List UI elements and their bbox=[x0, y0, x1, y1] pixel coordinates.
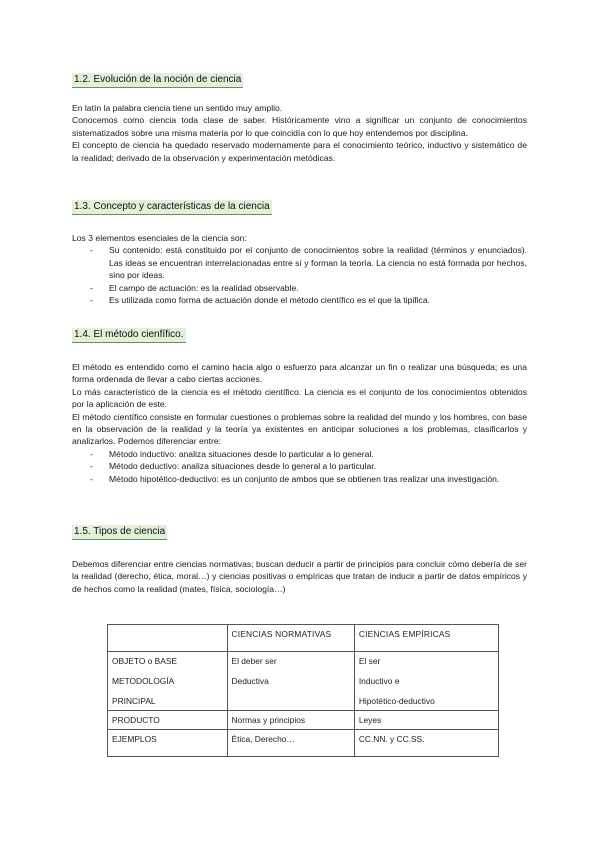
list-item: - Método inductivo: analiza situaciones desde lo particular a lo general. bbox=[72, 448, 527, 460]
table-cell bbox=[354, 652, 498, 711]
cell-line: METODOLOGÍA bbox=[112, 676, 175, 686]
table-row bbox=[108, 652, 499, 711]
section-body-1-4 bbox=[72, 361, 527, 485]
table-cell: Leyes bbox=[354, 711, 498, 730]
cell-line: OBJETO o BASE bbox=[112, 656, 178, 666]
paragraph: En latín la palabra ciencia tiene un sentido muy amplio. bbox=[72, 103, 283, 113]
comparison-table bbox=[107, 624, 499, 757]
table-cell: Normas y principios bbox=[227, 711, 354, 730]
table-cell: EJEMPLOS bbox=[108, 730, 228, 757]
list-item: - Su contenido: está constituido por el conjunto de conocimientos sobre la realidad (términos y enunciados). Las ideas se encuentran interrelacionadas entre sí y forman la teoría. La ciencia no está formada por hechos, sino por ideas. bbox=[72, 244, 527, 281]
list-item: - El campo de actuación: es la realidad observable. bbox=[72, 282, 527, 294]
table-header-cell: CIENCIAS NORMATIVAS bbox=[227, 625, 354, 652]
table-header-row bbox=[108, 625, 499, 652]
table-cell bbox=[108, 652, 228, 711]
cell-line: El ser bbox=[358, 656, 381, 666]
cell-line: PRINCIPAL bbox=[112, 696, 156, 706]
section-body-1-3 bbox=[72, 232, 527, 306]
paragraph: Lo más característico de la ciencia es el método científico. La ciencia es el conjunto de los conocimientos obtenidos por la aplicación de este. bbox=[72, 386, 527, 410]
list-item: - Método deductivo: analiza situaciones desde lo general a lo particular. bbox=[72, 460, 527, 472]
section-body-1-5 bbox=[72, 558, 527, 595]
paragraph: Los 3 elementos esenciales de la ciencia son: bbox=[72, 233, 247, 243]
table-row bbox=[108, 730, 499, 757]
dash-list bbox=[72, 244, 527, 306]
paragraph: El método es entendido como el camino hacia algo o esfuerzo para alcanzar un fin o realizar una búsqueda; es una forma ordenada de llevar a cabo ciertas acciones. bbox=[72, 362, 527, 385]
list-item: - Es utilizada como forma de actuación donde el método científico es el que la tipifica. bbox=[72, 294, 527, 306]
paragraph: El método científico consiste en formular cuestiones o problemas sobre la realidad del mundo y los hombres, con base en la observación de la realidad y la teoría ya existentes en anticipar soluciones a los problemas, clasificarlos y analizarlos. Podemos diferenciar entre: bbox=[72, 411, 527, 447]
table-header-cell bbox=[108, 625, 228, 652]
cell-line: Deductiva bbox=[231, 676, 269, 686]
section-heading-1-3: 1.3. Concepto y características de la ciencia bbox=[72, 200, 272, 215]
dash-list bbox=[72, 448, 527, 485]
paragraph: Conocemos como ciencia toda clase de saber. Históricamente vino a significar un conjunto de conocimientos sistematizados sobre una misma materia por lo que coincidía con lo que hoy entendemos por disciplina. bbox=[72, 115, 527, 138]
cell-line: El deber ser bbox=[231, 656, 277, 666]
section-body-1-2 bbox=[72, 102, 527, 164]
cell-line: Hipotético-deductivo bbox=[358, 696, 435, 706]
list-item: - Método hipotético-deductivo: es un conjunto de ambos que se obtienen tras realizar una investigación. bbox=[72, 473, 527, 485]
table-header-cell: CIENCIAS EMPÍRICAS bbox=[354, 625, 498, 652]
paragraph: El concepto de ciencia ha quedado reservado modernamente para el conocimiento teórico, inductivo y sistemático de la realidad; derivado de la observación y experimentación metódicas. bbox=[72, 140, 527, 163]
table-cell: Ética, Derecho… bbox=[227, 730, 354, 757]
section-heading-1-4: 1.4. El método cienfífico. bbox=[72, 328, 186, 343]
table-row bbox=[108, 711, 499, 730]
cell-line: Inductivo e bbox=[358, 676, 400, 686]
section-heading-1-2: 1.2. Evolución de la noción de ciencia bbox=[72, 73, 243, 88]
table-cell: PRODUCTO bbox=[108, 711, 228, 730]
table-cell bbox=[227, 652, 354, 711]
table-cell: CC.NN. y CC.SS. bbox=[354, 730, 498, 757]
section-heading-1-5: 1.5. Tipos de ciencia bbox=[72, 525, 167, 540]
paragraph: Debemos diferenciar entre ciencias normativas; buscan deducir a partir de principios para concluir cómo debería de ser la realidad (derecho, ética, moral…) y ciencias positivas o empíricas que tratan de inducir a partir de datos empíricos y de hechos como la realidad (mates, física, sociología…) bbox=[72, 559, 527, 594]
